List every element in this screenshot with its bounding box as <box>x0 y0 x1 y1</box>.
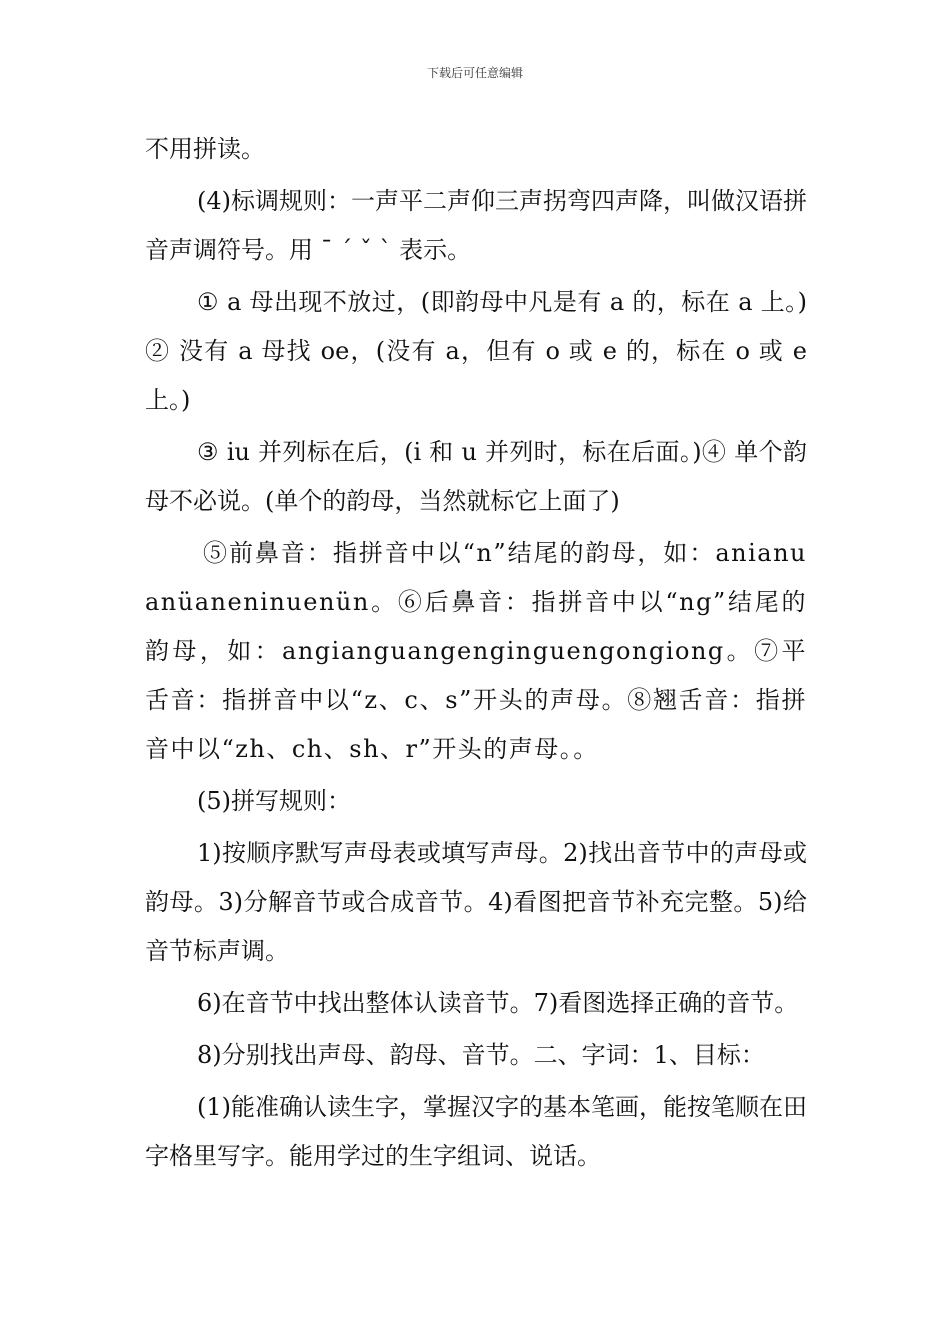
paragraph-10: (1)能准确认读生字，掌握汉字的基本笔画，能按笔顺在田字格里写字。能用学过的生字组词、说话。 <box>145 1093 807 1170</box>
paragraph-2: (4)标调规则：一声平二声仰三声拐弯四声降，叫做汉语拼音声调符号。用 ˉ ˊ ˇ ˋ 表示。 <box>145 187 807 264</box>
page-header: 下载后可任意编辑 <box>426 66 523 80</box>
paragraph-4: ③ iu 并列标在后，(i 和 u 并列时，标在后面。)④ 单个韵母不必说。(单个的韵母，当然就标它上面了) <box>145 438 807 515</box>
paragraph-8: 6)在音节中找出整体认读音节。7)看图选择正确的音节。 <box>197 989 799 1017</box>
paragraph-9: 8)分别找出声母、韵母、音节。二、字词：1、目标： <box>197 1041 765 1069</box>
paragraph-1: 不用拼读。 <box>145 135 265 163</box>
paragraph-7: 1)按顺序默写声母表或填写声母。2)找出音节中的声母或韵母。3)分解音节或合成音节。4)看图把音节补充完整。5)给音节标声调。 <box>145 839 807 965</box>
paragraph-3: ① a 母出现不放过，(即韵母中凡是有 a 的，标在 a 上。)② 没有 a 母找 oe，(没有 a，但有 o 或 e 的，标在 o 或 e 上。) <box>145 288 807 414</box>
document-body <box>145 125 807 1184</box>
paragraph-6: (5)拼写规则： <box>197 787 351 815</box>
paragraph-5: ⑤前鼻音：指拼音中以“n”结尾的韵母，如：anianuanüaneninuenün。⑥后鼻音：指拼音中以“ng”结尾的韵母，如：angianguangenginguengongiong。⑦平舌音：指拼音中以“z、c、s”开头的声母。⑧翘舌音：指拼音中以“zh、ch、sh、r”开头的声母。。 <box>145 539 807 763</box>
